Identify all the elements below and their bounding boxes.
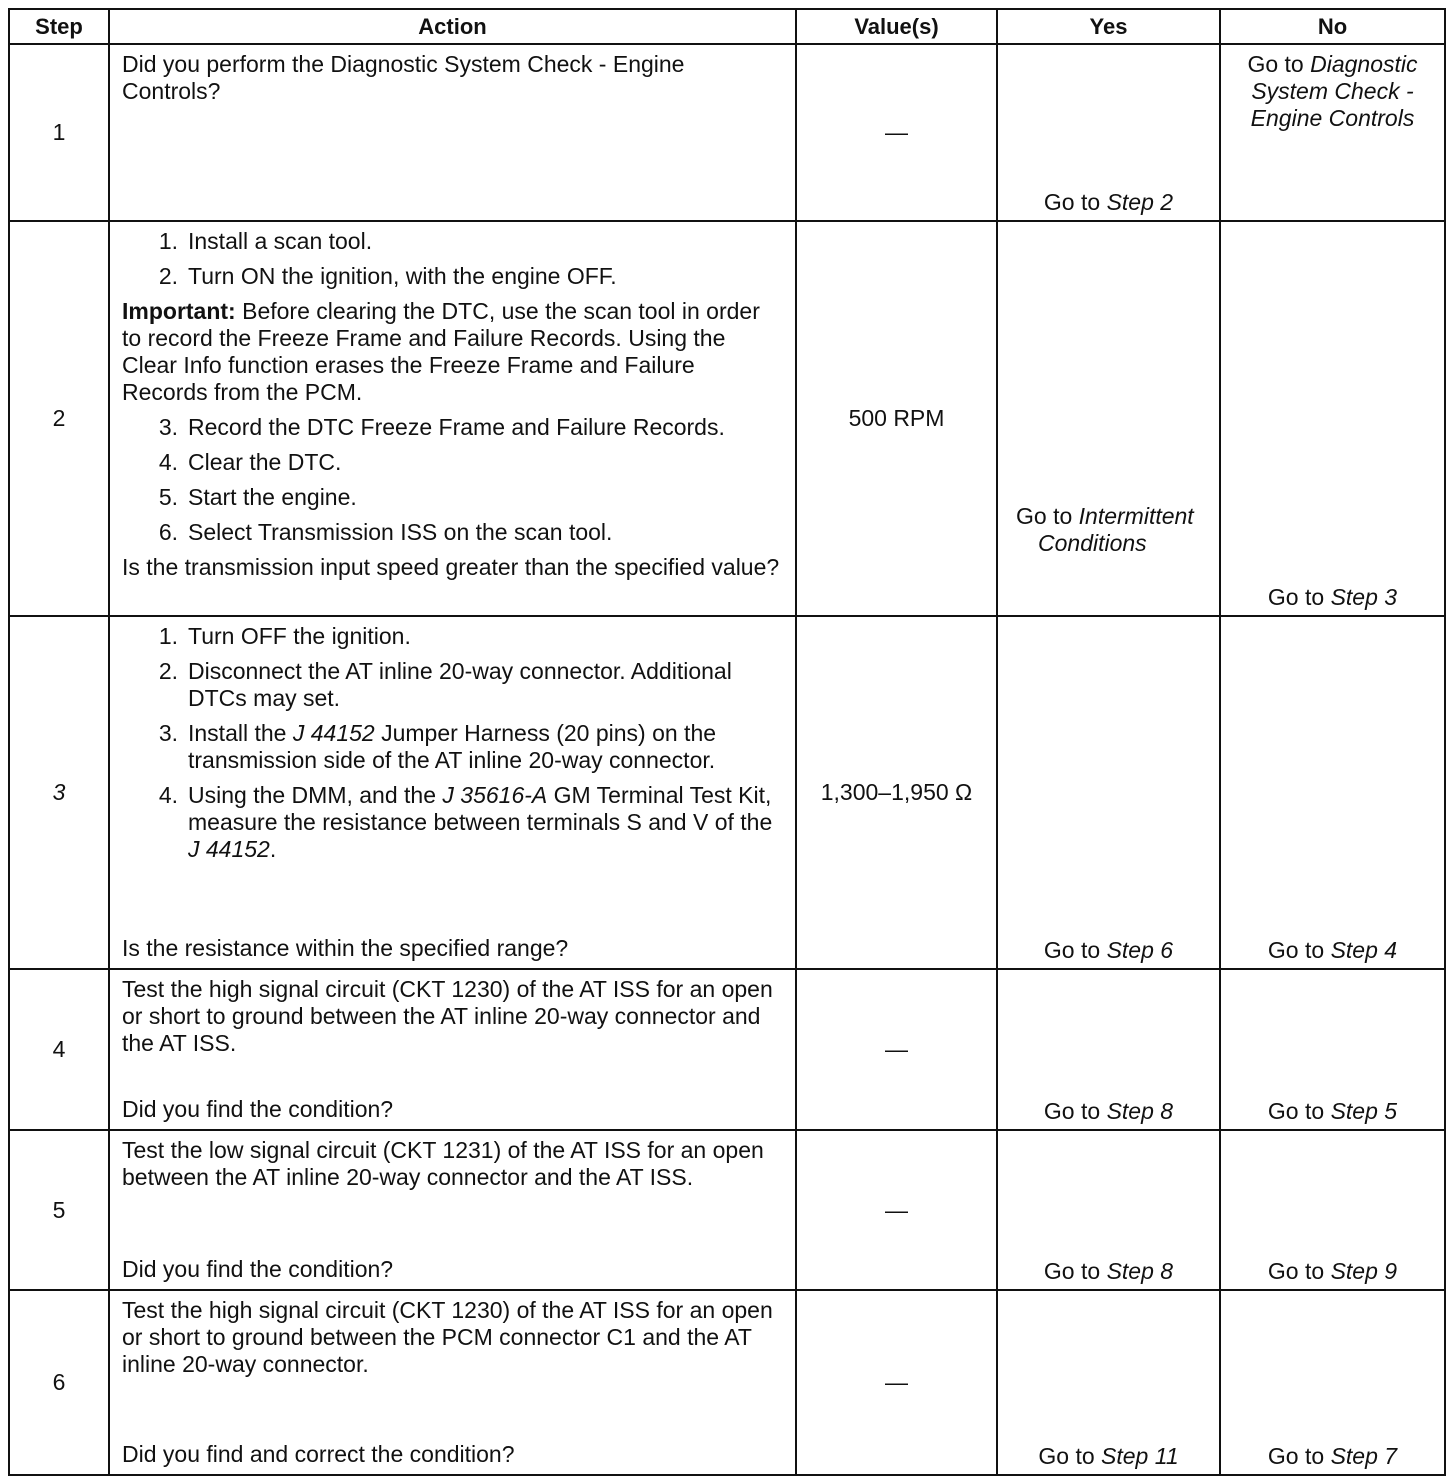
tool-reference: J 35616-A <box>442 782 548 808</box>
list-item: 2. Disconnect the AT inline 20-way connector. Additional DTCs may set. <box>158 658 732 711</box>
goto-target: Step 9 <box>1330 1258 1398 1284</box>
table-row <box>9 616 1445 969</box>
header-yes: Yes <box>997 9 1220 44</box>
list-item: 4. Clear the DTC. <box>158 449 342 475</box>
goto-target: Step 11 <box>1101 1443 1179 1469</box>
action-list <box>122 623 783 871</box>
goto-prefix: Go to <box>1016 503 1079 529</box>
action-cell <box>109 1130 796 1290</box>
table-row <box>9 221 1445 616</box>
yes-cell <box>997 44 1220 221</box>
goto-prefix: Go to <box>1267 1098 1331 1124</box>
step-number: 2 <box>9 221 109 616</box>
header-row <box>9 9 1445 44</box>
goto-target: Step 2 <box>1106 189 1174 215</box>
goto-prefix: Go to <box>1267 937 1331 963</box>
action-cell <box>109 1290 796 1475</box>
goto-target: Step 5 <box>1330 1098 1398 1124</box>
action-cell <box>109 221 796 616</box>
yes-goto[interactable] <box>998 1098 1219 1125</box>
tool-reference: J 44152 <box>292 720 375 746</box>
no-goto[interactable] <box>1221 937 1444 964</box>
goto-prefix: Go to <box>1043 189 1107 215</box>
list-item: 5. Start the engine. <box>158 484 357 510</box>
step-number: 4 <box>9 969 109 1130</box>
important-label: Important: <box>122 298 236 324</box>
goto-prefix: Go to <box>1043 1098 1107 1124</box>
no-cell <box>1220 1130 1445 1290</box>
goto-target: Step 7 <box>1330 1443 1398 1469</box>
table-row <box>9 44 1445 221</box>
goto-target: Step 3 <box>1330 584 1398 610</box>
value-cell: — <box>796 44 997 221</box>
goto-target: Step 8 <box>1106 1098 1174 1124</box>
list-item: 6. Select Transmission ISS on the scan tool. <box>158 519 613 545</box>
table-row <box>9 1290 1445 1475</box>
no-goto[interactable] <box>1221 584 1444 611</box>
goto-target: Intermittent <box>1078 503 1194 529</box>
step-number: 3 <box>9 616 109 969</box>
action-question: Is the resistance within the specified range? <box>122 935 569 961</box>
yes-goto[interactable] <box>998 503 1219 557</box>
step-number: 1 <box>9 44 109 221</box>
action-text: Test the low signal circuit (CKT 1231) of the AT ISS for an open between the AT inline 20-way connector and the AT ISS. <box>122 1137 764 1190</box>
no-goto[interactable] <box>1221 1258 1444 1285</box>
value-cell: 1,300–1,950 Ω <box>796 616 997 969</box>
no-goto[interactable] <box>1221 1098 1444 1125</box>
goto-prefix: Go to <box>1038 1443 1102 1469</box>
list-item: 1. Install a scan tool. <box>158 228 373 254</box>
no-goto[interactable] <box>1221 1443 1444 1470</box>
action-cell <box>109 616 796 969</box>
value-cell: — <box>796 969 997 1130</box>
important-text: Before clearing the DTC, use the scan tool in order to record the Freeze Frame and Failure Records. Using the Clear Info function erases the Freeze Frame and Failure Records from the PCM. <box>122 298 760 405</box>
step-number: 6 <box>9 1290 109 1475</box>
yes-goto[interactable] <box>998 1258 1219 1285</box>
tool-reference: J 44152 <box>188 836 270 862</box>
action-question: Is the transmission input speed greater than the specified value? <box>122 554 780 580</box>
action-cell <box>109 969 796 1130</box>
list-item: 4. Using the DMM, and the J 35616-A GM Terminal Test Kit, measure the resistance between terminals S and V of the J 44152. <box>158 782 773 862</box>
header-no: No <box>1220 9 1445 44</box>
action-question: Did you perform the Diagnostic System Check - Engine Controls? <box>122 51 685 104</box>
important-note <box>122 298 783 406</box>
action-question: Did you find and correct the condition? <box>122 1441 515 1467</box>
action-cell <box>109 44 796 221</box>
goto-target: Engine Controls <box>1250 105 1415 131</box>
yes-cell <box>997 616 1220 969</box>
goto-target: Conditions <box>1038 530 1147 556</box>
yes-cell <box>997 969 1220 1130</box>
header-values: Value(s) <box>796 9 997 44</box>
yes-goto[interactable] <box>998 937 1219 964</box>
list-item: 3. Install the J 44152 Jumper Harness (20 pins) on the transmission side of the AT inline 20-way connector. <box>158 720 717 773</box>
action-question: Did you find the condition? <box>122 1256 394 1282</box>
yes-goto[interactable] <box>998 1443 1219 1470</box>
goto-target: Step 6 <box>1106 937 1174 963</box>
diagnostic-table <box>8 8 1446 1476</box>
value-cell: — <box>796 1130 997 1290</box>
goto-target: Step 8 <box>1106 1258 1174 1284</box>
header-step: Step <box>9 9 109 44</box>
yes-cell <box>997 1290 1220 1475</box>
goto-prefix: Go to <box>1267 1258 1331 1284</box>
list-item: 3. Record the DTC Freeze Frame and Failure Records. <box>158 414 725 440</box>
no-goto[interactable] <box>1221 51 1444 132</box>
list-item: 1. Turn OFF the ignition. <box>158 623 411 649</box>
table-row <box>9 1130 1445 1290</box>
goto-target: Diagnostic <box>1310 51 1418 77</box>
no-cell <box>1220 44 1445 221</box>
value-cell: 500 RPM <box>796 221 997 616</box>
action-list <box>122 228 783 298</box>
no-cell <box>1220 1290 1445 1475</box>
no-cell <box>1220 221 1445 616</box>
action-list <box>122 414 783 554</box>
yes-cell <box>997 1130 1220 1290</box>
header-action: Action <box>109 9 796 44</box>
goto-target: Step 4 <box>1330 937 1398 963</box>
goto-prefix: Go to <box>1043 937 1107 963</box>
goto-target: System Check - <box>1251 78 1414 104</box>
action-text: Test the high signal circuit (CKT 1230) of the AT ISS for an open or short to ground between the PCM connector C1 and the AT inline 20-way connector. <box>122 1297 773 1377</box>
action-text: Test the high signal circuit (CKT 1230) of the AT ISS for an open or short to ground between the AT inline 20-way connector and the AT ISS. <box>122 976 773 1056</box>
yes-cell <box>997 221 1220 616</box>
list-item: 2. Turn ON the ignition, with the engine OFF. <box>158 263 617 289</box>
step-number: 5 <box>9 1130 109 1290</box>
no-cell <box>1220 969 1445 1130</box>
value-cell: — <box>796 1290 997 1475</box>
action-question: Did you find the condition? <box>122 1096 394 1122</box>
no-cell <box>1220 616 1445 969</box>
goto-prefix: Go to <box>1267 584 1331 610</box>
goto-prefix: Go to <box>1267 1443 1331 1469</box>
goto-prefix: Go to <box>1043 1258 1107 1284</box>
yes-goto[interactable] <box>998 189 1219 216</box>
table-row <box>9 969 1445 1130</box>
goto-prefix: Go to <box>1247 51 1311 77</box>
